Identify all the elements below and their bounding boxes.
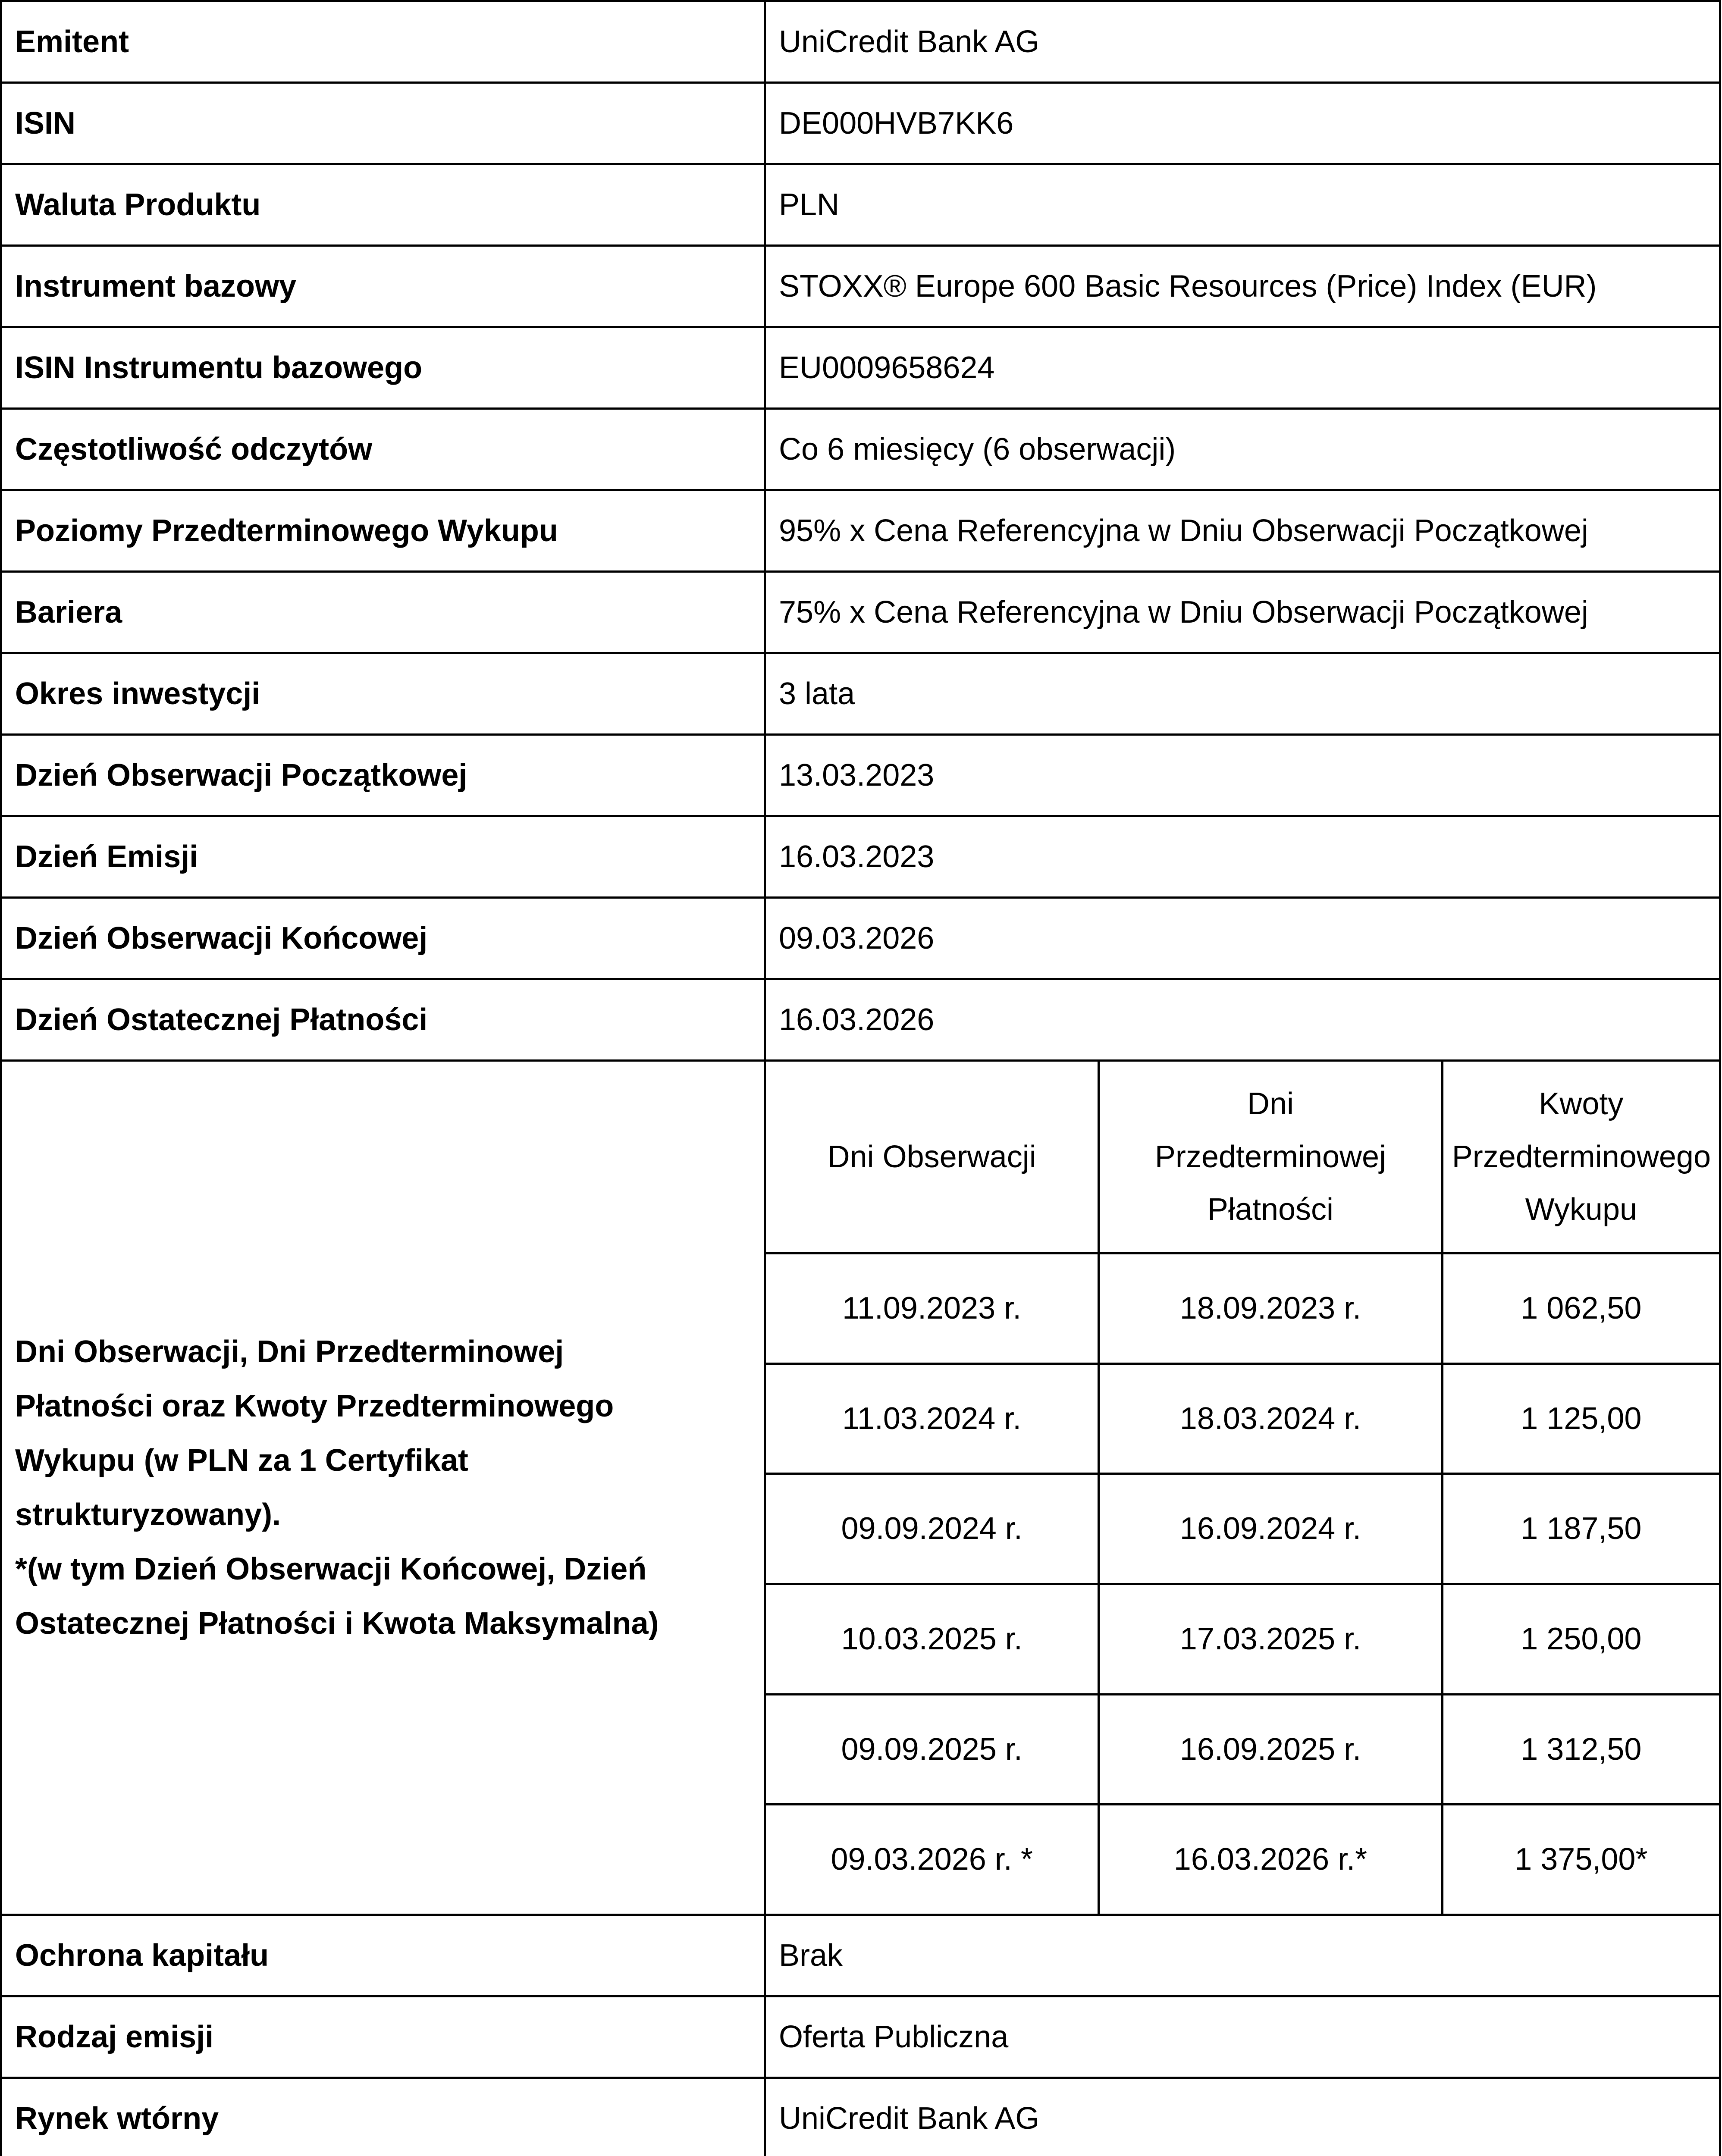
label-line: Wykupu (w PLN za 1 Certyfikat xyxy=(15,1443,468,1478)
row-value: 3 lata xyxy=(765,653,1720,735)
header-line: Wykupu xyxy=(1525,1192,1637,1227)
schedule-row xyxy=(766,1253,1719,1363)
row-early-redemption-levels xyxy=(1,490,1720,572)
row-issue-type xyxy=(1,1996,1720,2078)
row-emitent xyxy=(1,1,1720,83)
header-line: Dni Obserwacji xyxy=(827,1139,1036,1174)
payment-date: 16.03.2026 r.* xyxy=(1099,1805,1442,1914)
row-issue-date xyxy=(1,816,1720,898)
schedule-row xyxy=(766,1474,1719,1584)
row-label: Poziomy Przedterminowego Wykupu xyxy=(1,490,765,572)
row-barrier xyxy=(1,572,1720,653)
observation-schedule-cell xyxy=(765,1061,1720,1915)
row-value: 75% x Cena Referencyjna w Dniu Obserwacji Początkowej xyxy=(765,572,1720,653)
redemption-amount: 1 375,00* xyxy=(1442,1805,1719,1914)
payment-date: 16.09.2025 r. xyxy=(1099,1694,1442,1805)
row-value: UniCredit Bank AG xyxy=(765,1,1720,83)
observation-schedule-table xyxy=(766,1062,1719,1914)
row-label: Dzień Obserwacji Końcowej xyxy=(1,898,765,979)
observation-schedule-label xyxy=(1,1061,765,1915)
row-underlying-isin xyxy=(1,327,1720,409)
row-secondary-market xyxy=(1,2078,1720,2156)
row-value: Brak xyxy=(765,1915,1720,1996)
header-early-payment-dates xyxy=(1099,1062,1442,1253)
row-value: 13.03.2023 xyxy=(765,735,1720,816)
header-line: Kwoty xyxy=(1539,1087,1624,1122)
row-observation-schedule xyxy=(1,1061,1720,1915)
payment-date: 18.03.2024 r. xyxy=(1099,1363,1442,1474)
redemption-amount: 1 250,00 xyxy=(1442,1584,1719,1694)
observation-date: 11.09.2023 r. xyxy=(766,1253,1099,1363)
observation-date: 09.09.2024 r. xyxy=(766,1474,1099,1584)
label-line: Dni Obserwacji, Dni Przedterminowej xyxy=(15,1335,564,1369)
header-line: Płatności xyxy=(1207,1192,1334,1227)
row-label: ISIN xyxy=(1,83,765,164)
header-line: Przedterminowej xyxy=(1154,1139,1386,1174)
row-final-observation-date xyxy=(1,898,1720,979)
row-value: 09.03.2026 xyxy=(765,898,1720,979)
header-observation-dates xyxy=(766,1062,1099,1253)
row-value: STOXX® Europe 600 Basic Resources (Price) Index (EUR) xyxy=(765,246,1720,327)
schedule-header-row xyxy=(766,1062,1719,1253)
header-early-redemption-amounts xyxy=(1442,1062,1719,1253)
row-label: ISIN Instrumentu bazowego xyxy=(1,327,765,409)
schedule-row xyxy=(766,1584,1719,1694)
row-label: Częstotliwość odczytów xyxy=(1,409,765,490)
payment-date: 18.09.2023 r. xyxy=(1099,1253,1442,1363)
row-value: EU0009658624 xyxy=(765,327,1720,409)
observation-date: 09.09.2025 r. xyxy=(766,1694,1099,1805)
row-label: Okres inwestycji xyxy=(1,653,765,735)
row-value: UniCredit Bank AG xyxy=(765,2078,1720,2156)
row-final-payment-date xyxy=(1,979,1720,1061)
redemption-amount: 1 312,50 xyxy=(1442,1694,1719,1805)
row-label: Rynek wtórny xyxy=(1,2078,765,2156)
row-value: 16.03.2023 xyxy=(765,816,1720,898)
label-line: Płatności oraz Kwoty Przedterminowego xyxy=(15,1389,614,1423)
schedule-row xyxy=(766,1694,1719,1805)
row-label: Dzień Emisji xyxy=(1,816,765,898)
payment-date: 17.03.2025 r. xyxy=(1099,1584,1442,1694)
row-label: Waluta Produktu xyxy=(1,164,765,246)
row-value: 16.03.2026 xyxy=(765,979,1720,1061)
row-label: Rodzaj emisji xyxy=(1,1996,765,2078)
row-label: Dzień Ostatecznej Płatności xyxy=(1,979,765,1061)
schedule-row xyxy=(766,1805,1719,1914)
row-value: Oferta Publiczna xyxy=(765,1996,1720,2078)
schedule-row xyxy=(766,1363,1719,1474)
header-line: Dni xyxy=(1247,1087,1294,1122)
row-underlying xyxy=(1,246,1720,327)
row-value: Co 6 miesięcy (6 obserwacji) xyxy=(765,409,1720,490)
row-label: Bariera xyxy=(1,572,765,653)
row-value: PLN xyxy=(765,164,1720,246)
payment-date: 16.09.2024 r. xyxy=(1099,1474,1442,1584)
observation-date: 10.03.2025 r. xyxy=(766,1584,1099,1694)
row-label: Emitent xyxy=(1,1,765,83)
row-frequency xyxy=(1,409,1720,490)
header-line: Przedterminowego xyxy=(1452,1139,1711,1174)
row-currency xyxy=(1,164,1720,246)
row-label: Instrument bazowy xyxy=(1,246,765,327)
redemption-amount: 1 062,50 xyxy=(1442,1253,1719,1363)
redemption-amount: 1 125,00 xyxy=(1442,1363,1719,1474)
row-label: Dzień Obserwacji Początkowej xyxy=(1,735,765,816)
row-value: 95% x Cena Referencyjna w Dniu Obserwacji Początkowej xyxy=(765,490,1720,572)
label-line: *(w tym Dzień Obserwacji Końcowej, Dzień xyxy=(15,1552,647,1586)
observation-date: 09.03.2026 r. * xyxy=(766,1805,1099,1914)
row-capital-protection xyxy=(1,1915,1720,1996)
row-initial-observation-date xyxy=(1,735,1720,816)
row-investment-period xyxy=(1,653,1720,735)
redemption-amount: 1 187,50 xyxy=(1442,1474,1719,1584)
row-value: DE000HVB7KK6 xyxy=(765,83,1720,164)
label-line: Ostatecznej Płatności i Kwota Maksymalna) xyxy=(15,1606,659,1641)
row-isin xyxy=(1,83,1720,164)
row-label: Ochrona kapitału xyxy=(1,1915,765,1996)
label-line: strukturyzowany). xyxy=(15,1498,281,1532)
observation-date: 11.03.2024 r. xyxy=(766,1363,1099,1474)
